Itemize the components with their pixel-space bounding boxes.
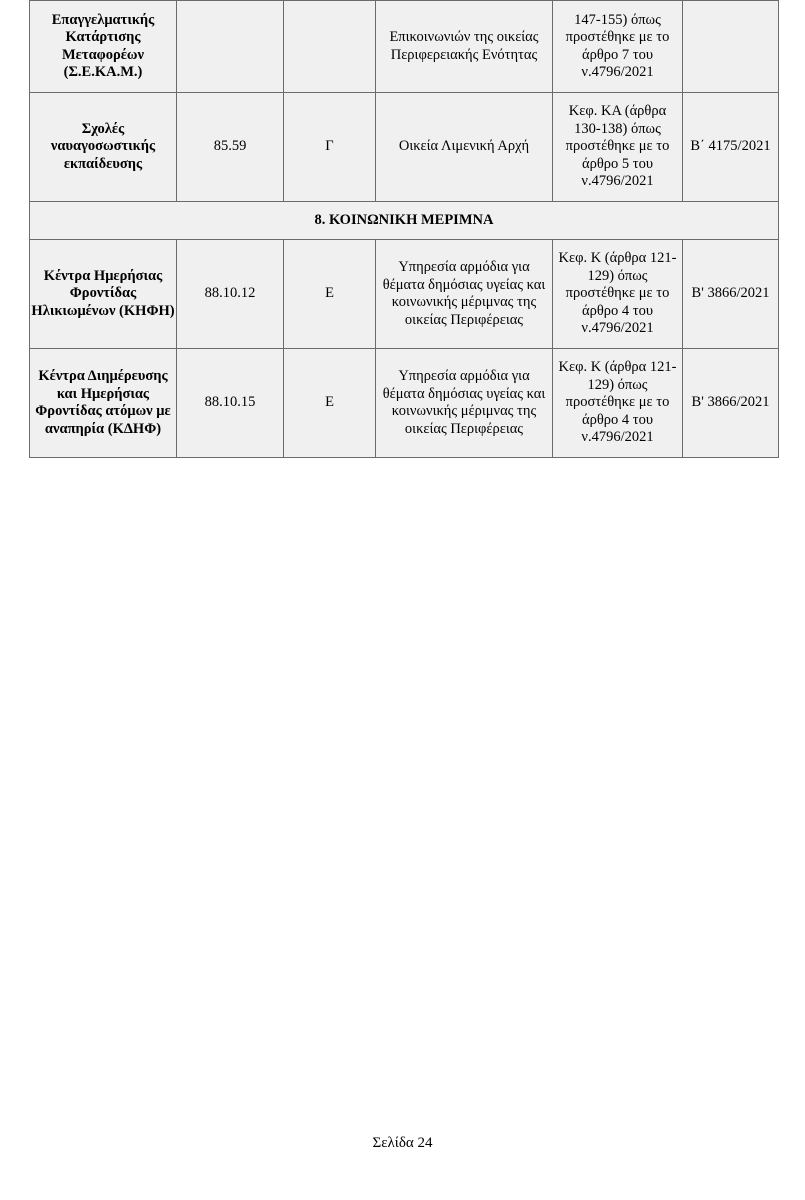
competent-authority-cell: Οικεία Λιμενική Αρχή — [376, 93, 553, 202]
competent-authority-cell: Υπηρεσία αρμόδια για θέματα δημόσιας υγείας και κοινωνικής μέριμνας της οικείας Περιφέρειας — [376, 349, 553, 458]
activity-code-cell — [177, 1, 284, 93]
page-number: Σελίδα 24 — [372, 1135, 433, 1151]
activity-name-cell: Κέντρα Ημερήσιας Φροντίδας Ηλικιωμένων (ΚΗΦΗ) — [30, 240, 177, 349]
activity-name-cell: Σχολές ναυαγοσωστικής εκπαίδευσης — [30, 93, 177, 202]
table-row — [30, 93, 779, 202]
activity-category-cell: Γ — [284, 93, 376, 202]
gazette-reference-cell: Β' 3866/2021 — [683, 240, 779, 349]
section-header-row — [30, 202, 779, 240]
competent-authority-cell: Υπηρεσία αρμόδια για θέματα δημόσιας υγείας και κοινωνικής μέριμνας της οικείας Περιφέρειας — [376, 240, 553, 349]
gazette-reference-cell — [683, 1, 779, 93]
table-row — [30, 1, 779, 93]
gazette-reference-cell: Β' 3866/2021 — [683, 349, 779, 458]
section-title: 8. ΚΟΙΝΩΝΙΚΗ ΜΕΡΙΜΝΑ — [30, 202, 779, 240]
legal-provision-cell: Κεφ. Κ (άρθρα 121-129) όπως προστέθηκε με το άρθρο 4 του ν.4796/2021 — [553, 349, 683, 458]
activity-category-cell — [284, 1, 376, 93]
activity-category-cell: Ε — [284, 240, 376, 349]
legal-provision-cell: 147-155) όπως προστέθηκε με το άρθρο 7 του ν.4796/2021 — [553, 1, 683, 93]
activity-name-cell: Επαγγελματικής Κατάρτισης Μεταφορέων (Σ.Ε.ΚΑ.Μ.) — [30, 1, 177, 93]
activity-code-cell: 85.59 — [177, 93, 284, 202]
table-row — [30, 349, 779, 458]
activity-code-cell: 88.10.12 — [177, 240, 284, 349]
activities-table — [29, 0, 779, 458]
activity-category-cell: Ε — [284, 349, 376, 458]
gazette-reference-cell: Β΄ 4175/2021 — [683, 93, 779, 202]
legal-provision-cell: Κεφ. Κ (άρθρα 121-129) όπως προστέθηκε με το άρθρο 4 του ν.4796/2021 — [553, 240, 683, 349]
legal-provision-cell: Κεφ. ΚΑ (άρθρα 130-138) όπως προστέθηκε με το άρθρο 5 του ν.4796/2021 — [553, 93, 683, 202]
activity-code-cell: 88.10.15 — [177, 349, 284, 458]
activity-name-cell: Κέντρα Διημέρευσης και Ημερήσιας Φροντίδας ατόμων με αναπηρία (ΚΔΗΦ) — [30, 349, 177, 458]
competent-authority-cell: Επικοινωνιών της οικείας Περιφερειακής Ενότητας — [376, 1, 553, 93]
table-row — [30, 240, 779, 349]
